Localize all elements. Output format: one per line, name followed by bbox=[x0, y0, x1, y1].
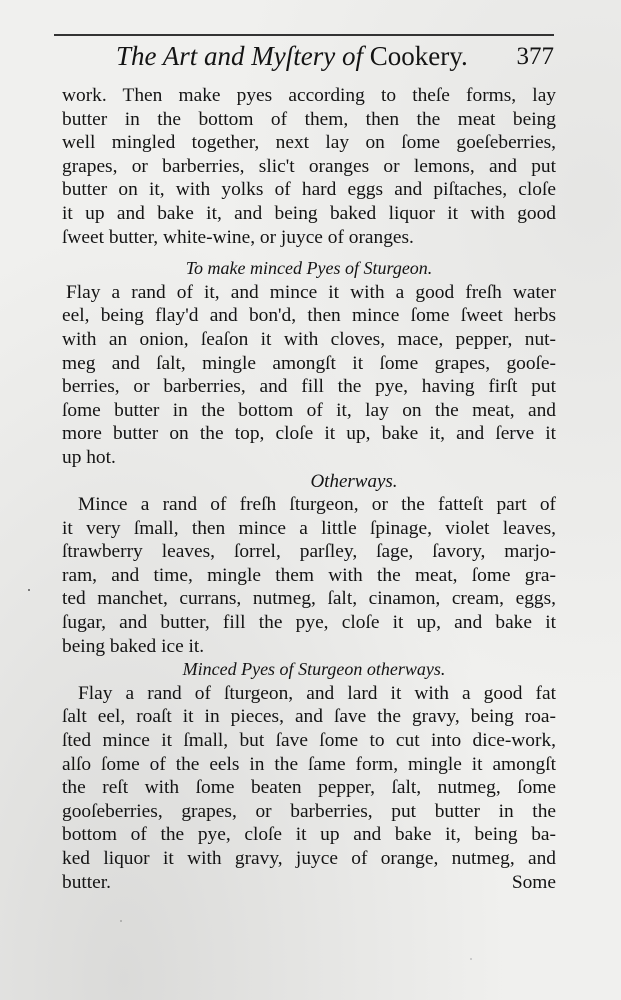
recipe-heading-minced-pyes-sturgeon: To make minced Pyes of Sturgeon. bbox=[185, 258, 433, 279]
paragraph-minced-pyes-sturgeon bbox=[62, 281, 556, 470]
text-line: meg and ſalt, mingle amongſt it ſome grapes, gooſe- bbox=[62, 352, 556, 374]
catchword: Some bbox=[511, 871, 556, 893]
ink-speck bbox=[28, 589, 30, 591]
text-line: Flay a rand of it, and mince it with a good freſh water bbox=[66, 281, 556, 303]
ink-speck bbox=[120, 920, 122, 922]
text-line: ked liquor it with gravy, juyce of orange, nutmeg, and bbox=[62, 848, 556, 869]
text-line: it very ſmall, then mince a little ſpinage, violet leaves, bbox=[62, 517, 556, 539]
header-rule bbox=[54, 34, 554, 36]
text-line: butter in the bottom of them, then the meat being bbox=[62, 108, 556, 130]
text-line: ram, and time, mingle them with the meat, ſome gra- bbox=[62, 564, 556, 586]
recipe-heading-minced-pyes-otherways: Minced Pyes of Sturgeon otherways. bbox=[182, 659, 446, 680]
text-line: ſted mince it ſmall, but ſave ſome to cut into dice-work, bbox=[62, 730, 556, 752]
text-line: ſtrawberry leaves, ſorrel, parſley, ſage, ſavory, marjo- bbox=[62, 541, 556, 563]
text-line: ſalt eel, roaſt it in pieces, and ſave the gravy, being roa- bbox=[62, 706, 556, 728]
running-title-italic: The Art and Myſtery of bbox=[116, 41, 363, 71]
text-line: work. Then make pyes according to theſe forms, lay bbox=[62, 85, 556, 106]
text-line: Flay a rand of ſturgeon, and lard it with a good fat bbox=[78, 682, 556, 704]
paragraph-pye-filling bbox=[62, 84, 556, 249]
text-line: ted manchet, currans, nutmeg, ſalt, cinamon, cream, eggs, bbox=[62, 588, 556, 610]
text-line: ſome butter in the bottom of it, lay on the meat, and bbox=[62, 399, 556, 421]
text-line: grapes, or barberries, slic't oranges or lemons, and put bbox=[62, 155, 556, 177]
page-number: 377 bbox=[516, 43, 554, 70]
ink-speck bbox=[470, 958, 472, 960]
text-line: butter on it, with yolks of hard eggs and piſtaches, cloſe bbox=[62, 179, 556, 201]
text-line: well mingled together, next lay on ſome goeſeberries, bbox=[62, 132, 556, 154]
text-line: being baked ice it. bbox=[62, 635, 205, 657]
final-word: butter. bbox=[62, 871, 112, 893]
text-line: ſugar, and butter, fill the pye, cloſe it up, and bake it bbox=[62, 612, 556, 634]
text-line: up hot. bbox=[62, 446, 116, 468]
text-line: ſweet butter, white-wine, or juyce of oranges. bbox=[62, 226, 414, 248]
running-header bbox=[54, 38, 554, 78]
text-line: bottom of the pye, cloſe it up and bake it, being ba- bbox=[62, 824, 556, 846]
text-line: Mince a rand of freſh ſturgeon, or the fatteſt part of bbox=[78, 494, 556, 516]
final-line bbox=[62, 871, 556, 895]
running-title bbox=[116, 38, 468, 74]
text-line: eel, being flay'd and bon'd, then mince ſome ſweet herbs bbox=[62, 305, 556, 327]
text-line: the reſt with ſome beaten pepper, ſalt, nutmeg, ſome bbox=[62, 777, 556, 799]
text-line: with an onion, ſeaſon it with cloves, mace, pepper, nut- bbox=[62, 328, 556, 350]
text-line: more butter on the top, cloſe it up, bake it, and ſerve it bbox=[62, 423, 556, 445]
text-line: berries, or barberries, and fill the pye, having firſt put bbox=[62, 376, 556, 398]
text-line: it up and bake it, and being baked liquor it with good bbox=[62, 202, 556, 224]
text-line: alſo ſome of the eels in the ſame form, mingle it amongſt bbox=[62, 753, 556, 775]
recipe-heading-otherways: Otherways. bbox=[310, 470, 398, 492]
text-line: gooſeberries, grapes, or barberries, put butter in the bbox=[62, 800, 556, 822]
paragraph-otherways bbox=[62, 493, 556, 658]
running-title-roman: Cookery. bbox=[369, 41, 468, 71]
body-text bbox=[62, 84, 556, 894]
paragraph-minced-pyes-otherways bbox=[62, 682, 556, 894]
